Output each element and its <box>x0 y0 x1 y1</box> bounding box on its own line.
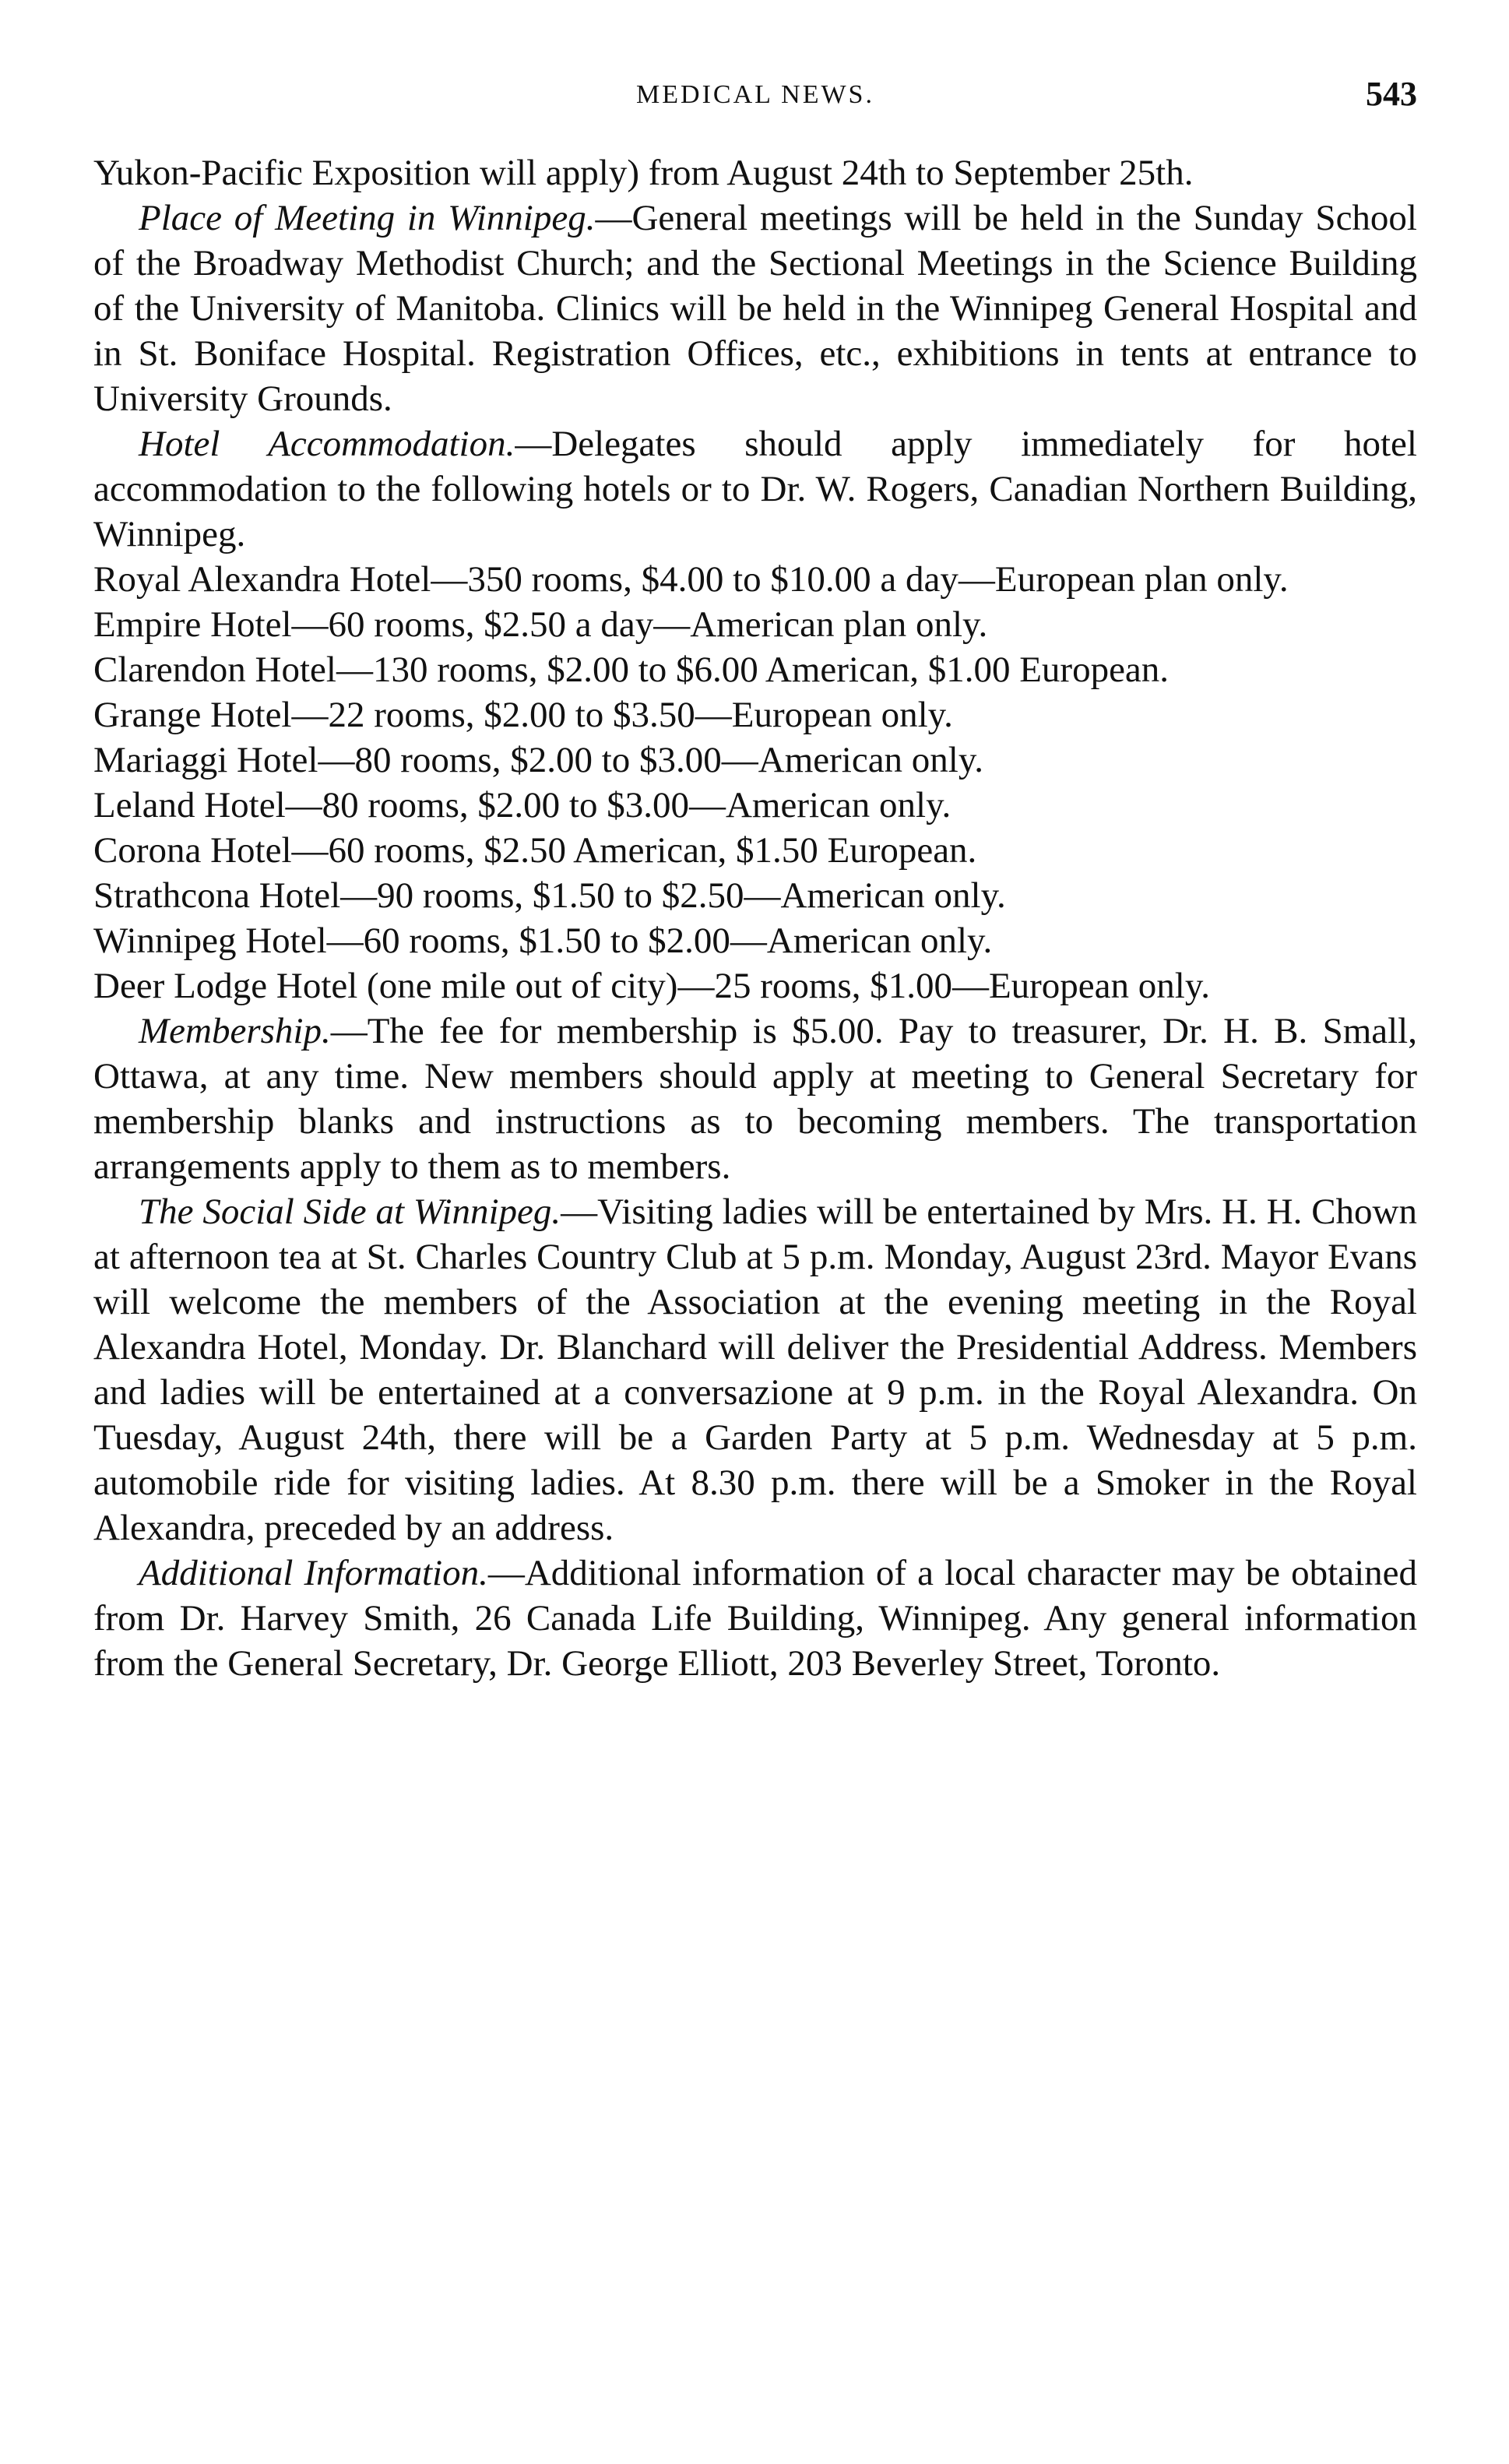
additional-paragraph <box>93 1551 1417 1686</box>
membership-text: —The fee for membership is $5.00. Pay to treasurer, Dr. H. B. Small, Ottawa, at any time. New members should apply at meeting to General Secretary for membership blanks and instructions as to becoming members. The transportation arrangements apply to them as to members. <box>93 1011 1417 1187</box>
place-text: —General meetings will be held in the Sunday School of the Broadway Methodist Church; and the Sectional Meetings in the Science Building of the University of Manitoba. Clinics will be held in the Winnipeg General Hospital and in St. Boniface Hospital. Registration Offices, etc., exhibitions in tents at entrance to University Grounds. <box>93 198 1417 419</box>
additional-text: —Additional information of a local character may be obtained from Dr. Harvey Smith, 26 Canada Life Building, Winnipeg. Any general information from the General Secretary, Dr. George Elliott, 203 Beverley Street, Toronto. <box>93 1553 1417 1684</box>
article-body <box>93 150 1417 1686</box>
hotel-list-item: Corona Hotel—60 rooms, $2.50 American, $1.50 European. <box>93 830 977 871</box>
additional-heading: Additional Information. <box>139 1553 488 1593</box>
hotel-list-item: Empire Hotel—60 rooms, $2.50 a day—American plan only. <box>93 604 988 645</box>
social-text: —Visiting ladies will be entertained by Mrs. H. H. Chown at afternoon tea at St. Charles Country Club at 5 p.m. Monday, August 23rd. Mayor Evans will welcome the members of the Association at the evening meeting in the Royal Alexandra Hotel, Monday. Dr. Blanchard will deliver the Presidential Address. Members and ladies will be entertained at a conversazione at 9 p.m. in the Royal Alexandra. On Tuesday, August 24th, there will be a Garden Party at 5 p.m. Wednesday at 5 p.m. automobile ride for visiting ladies. At 8.30 p.m. there will be a Smoker in the Royal Alexandra, preceded by an address. <box>93 1192 1417 1548</box>
hotel-list-item: Winnipeg Hotel—60 rooms, $1.50 to $2.00—American only. <box>93 920 993 961</box>
running-head <box>93 74 1417 121</box>
page-number: 543 <box>1366 75 1417 113</box>
running-title: MEDICAL NEWS. <box>636 80 874 109</box>
hotel-heading: Hotel Accommodation. <box>139 424 515 464</box>
hotel-list-item: Deer Lodge Hotel (one mile out of city)—25 rooms, $1.00—European only. <box>93 966 1211 1006</box>
social-paragraph <box>93 1189 1417 1551</box>
hotel-list-item: Strathcona Hotel—90 rooms, $1.50 to $2.50—American only. <box>93 875 1006 916</box>
hotel-list-item: Royal Alexandra Hotel—350 rooms, $4.00 to $10.00 a day—European plan only. <box>93 559 1289 600</box>
hotel-list <box>93 557 1417 1008</box>
membership-paragraph <box>93 1008 1417 1189</box>
place-paragraph <box>93 195 1417 421</box>
hotel-paragraph <box>93 421 1417 557</box>
membership-heading: Membership. <box>139 1011 331 1051</box>
journal-page <box>93 74 1417 1686</box>
social-heading: The Social Side at Winnipeg. <box>139 1192 561 1232</box>
hotel-list-item: Grange Hotel—22 rooms, $2.00 to $3.50—European only. <box>93 695 953 735</box>
hotel-list-item: Clarendon Hotel—130 rooms, $2.00 to $6.00 American, $1.00 European. <box>93 649 1170 690</box>
hotel-list-item: Mariaggi Hotel—80 rooms, $2.00 to $3.00—American only. <box>93 740 984 780</box>
hotel-text: —Delegates should apply immediately for hotel accommodation to the following hotels or to Dr. W. Rogers, Canadian Northern Building, Winnipeg. <box>93 424 1417 554</box>
hotel-list-item: Leland Hotel—80 rooms, $2.00 to $3.00—American only. <box>93 785 951 825</box>
intro-fragment: Yukon-Pacific Exposition will apply) from August 24th to September 25th. <box>93 153 1194 193</box>
place-heading: Place of Meeting in Winnipeg. <box>139 198 596 238</box>
